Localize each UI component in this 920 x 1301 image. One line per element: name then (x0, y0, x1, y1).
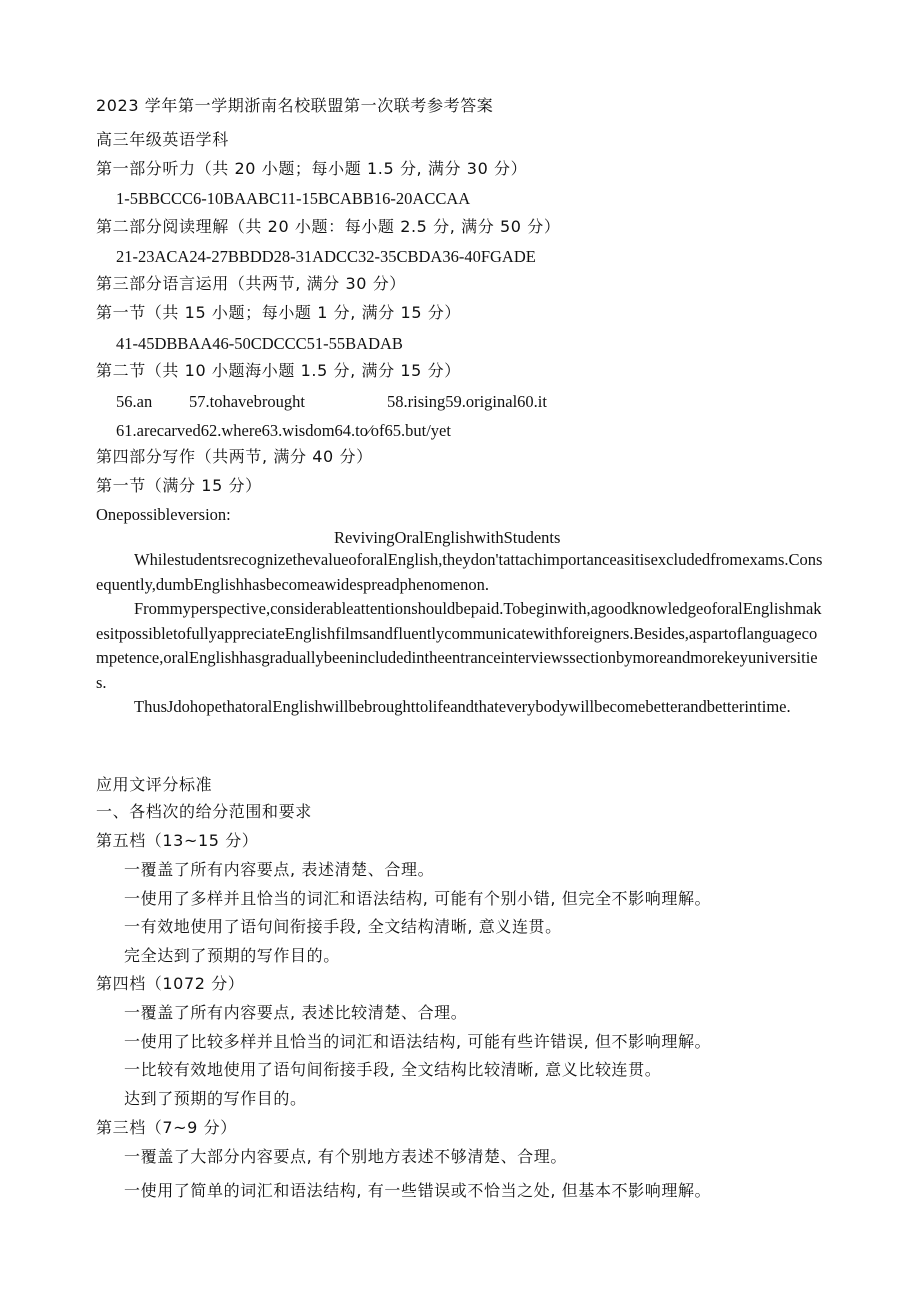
band3-item: 一使用了简单的词汇和语法结构, 有一些错误或不恰当之处, 但基本不影响理解。 (124, 1181, 712, 1200)
band3-heading: 第三档（7~9 分） (96, 1118, 237, 1137)
essay-paragraph-3: ThusJdohopethatoralEnglishwillbebroughttolifeandthateverybodywillbecomebetterandbetterintime. (134, 697, 791, 716)
part4-section1-heading: 第一节（满分 15 分） (96, 476, 262, 495)
band4-heading: 第四档（1072 分） (96, 974, 245, 993)
part3-section2-heading: 第二节（共 10 小题海小题 1.5 分, 满分 15 分） (96, 361, 461, 380)
band4-item: 达到了预期的写作目的。 (124, 1089, 307, 1108)
essay-paragraph-2: Frommyperspective,considerableattentionshouldbepaid.Tobeginwith,agoodknowledgeoforalEnglishmakesitpossibletofullyappreciateEnglishfilmsandfluentlycommunicatewithforeigners.Besides,aspartoflanguagecompetence,oralEnglishhasgraduallybeenincludedintheentranceinterviewssectionbymoreandmorekeyuniversities. (96, 599, 822, 692)
answer-56: 56.an (116, 392, 153, 411)
band5-item: 一覆盖了所有内容要点, 表述清楚、合理。 (124, 860, 435, 879)
band4-item: 一覆盖了所有内容要点, 表述比较清楚、合理。 (124, 1003, 468, 1022)
part3-section1-answers: 41-45DBBAA46-50CDCCC51-55BADAB (116, 334, 403, 353)
subject-line: 高三年级英语学科 (96, 130, 229, 149)
part2-answers: 21-23ACA24-27BBDD28-31ADCC32-35CBDA36-40FGADE (116, 247, 536, 266)
band5-heading: 第五档（13~15 分） (96, 831, 259, 850)
part1-answers: 1-5BBCCC6-10BAABC11-15BCABB16-20ACCAA (116, 189, 471, 208)
scoring-title: 应用文评分标准 (96, 775, 213, 794)
band5-item: 一使用了多样并且恰当的词汇和语法结构, 可能有个别小错, 但完全不影响理解。 (124, 889, 712, 908)
answer-57: 57.tohavebrought (189, 392, 305, 411)
band4-item: 一使用了比较多样并且恰当的词汇和语法结构, 可能有些许错误, 但不影响理解。 (124, 1032, 712, 1051)
band4-item: 一比较有效地使用了语句间衔接手段, 全文结构比较清晰, 意义比较连贯。 (124, 1060, 662, 1079)
scoring-subtitle: 一、各档次的给分范围和要求 (96, 802, 312, 821)
answers-61-65: 61.arecarved62.where63.wisdom64.to∕of65.but/yet (116, 421, 451, 440)
part4-heading: 第四部分写作（共两节, 满分 40 分） (96, 447, 373, 466)
version-label: Onepossibleversion: (96, 505, 231, 524)
essay-title: RevivingOralEnglishwithStudents (334, 528, 561, 547)
band3-item: 一覆盖了大部分内容要点, 有个别地方表述不够清楚、合理。 (124, 1147, 567, 1166)
band5-item: 一有效地使用了语句间衔接手段, 全文结构清晰, 意义连贯。 (124, 917, 562, 936)
part1-heading: 第一部分听力（共 20 小题；每小题 1.5 分, 满分 30 分） (96, 159, 528, 178)
part3-heading: 第三部分语言运用（共两节, 满分 30 分） (96, 274, 406, 293)
part3-section1-heading: 第一节（共 15 小题；每小题 1 分, 满分 15 分） (96, 303, 461, 322)
band5-item: 完全达到了预期的写作目的。 (124, 946, 340, 965)
answers-58-60: 58.rising59.original60.it (387, 392, 547, 411)
part2-heading: 第二部分阅读理解（共 20 小题：每小题 2.5 分, 满分 50 分） (96, 217, 561, 236)
essay-paragraph-1: WhilestudentsrecognizethevalueoforalEnglish,theydon'tattachimportanceasitisexcludedfromexams.Consequently,dumbEnglishhasbecomeawidespreadphenomenon. (96, 550, 823, 594)
document-title: 2023 学年第一学期浙南名校联盟第一次联考参考答案 (96, 96, 494, 115)
